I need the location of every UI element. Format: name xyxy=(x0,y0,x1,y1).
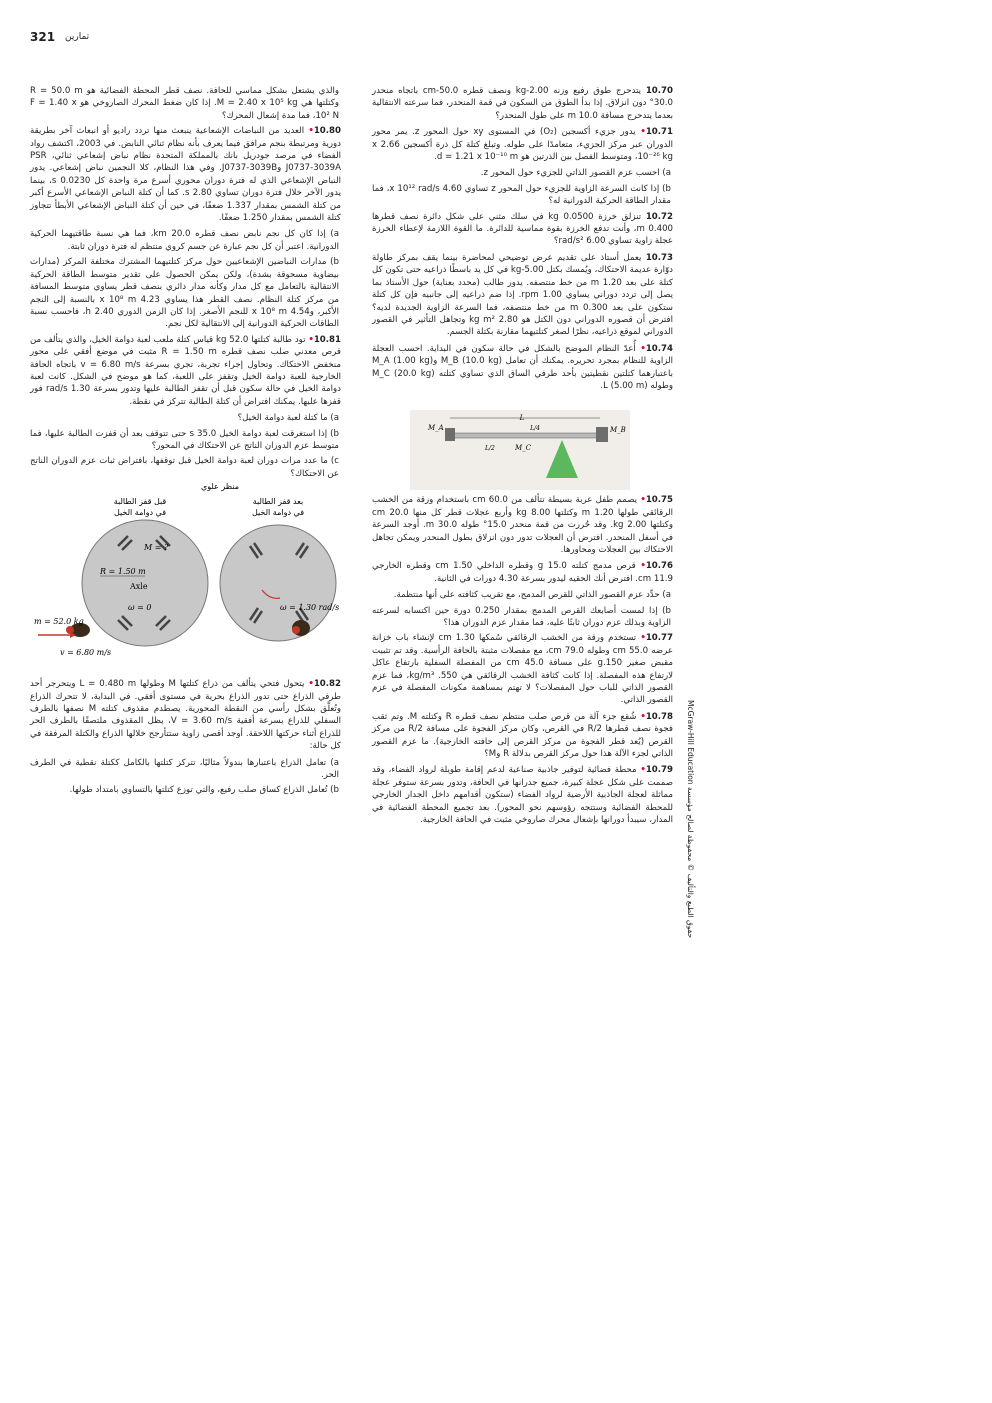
problem-text: a) حدِّد عزم القصور الذاتي للقرص المدمج، مع تقريب كثافته على أنها منتظمة. xyxy=(393,590,671,601)
radius-label: R = 1.50 m xyxy=(100,567,146,576)
omega-after-label: ω = 1.30 rad/s xyxy=(280,603,340,612)
bullet-marker: • xyxy=(640,127,646,138)
bullet-marker: • xyxy=(640,765,646,776)
problem-text: والذي يشتعل بشكل مماسي للحافة. نصف قطر المحطة الفضائية هو R = 50.0 m وكتلتها هي M = 2.40 x 10⁵ kg. إذا كان ضغط المحرك الصاروخي هو F = 1.40 x 10² N، فما مدة إشعال المحرك؟ xyxy=(30,86,340,121)
problem-part xyxy=(30,228,341,253)
problem-10-72 xyxy=(372,211,673,248)
bullet-marker: • xyxy=(640,633,646,644)
problem-number: 10.75 xyxy=(645,495,673,506)
problem-part xyxy=(30,757,341,782)
mass-a-label: M_A xyxy=(428,424,444,432)
before-label-1: قبل قفز الطالبة xyxy=(113,497,167,506)
problem-text: b) تُعامل الذراع كساق صلب رفيع، والتي توزع كتلتها بالتساوي بامتداد طولها. xyxy=(69,785,339,796)
problem-text: b) إذا استغرقت لعبة دوامة الخيل 35.0 s حتى تتوقف بعد أن قفزت الطالبة عليها، فما متوسط عزم الدوران الناتج عن الاحتكاك في المحور؟ xyxy=(30,428,340,451)
problem-10-71 xyxy=(372,126,673,163)
problem-10-70 xyxy=(372,85,673,122)
problem-text: b) مدارات النباضين الإشعاعيين حول مركز كتلتيهما المشترك مختلفة المركز (مدارات بيضاوية مسحوقة بشدة)، ولكن يمكن الحصول على تقدير متوسط الطاقة الحركية الانتقالية بالتعامل مع كل مدار وكأنه مدار دائري بنصف قطر يساوي متوسط المسافة من مركز كتلة النظام. نصف القطر هذا يساوي 4.23 x 10⁸ m بالنسبة إلى النجم الأكبر، و4.54 x 10⁸ m للنجم الأصغر. إذا كان الزمن الدوري 2.40 h، فاحسب نسبة الطاقات الحركية الدورانية إلى الانتقالية لكل نجم. xyxy=(30,257,340,330)
problem-text: تود طالبة كتلتها 52.0 kg قياس كتلة ملعب لعبة دوامة الخيل، والذي يتألف من قرص معدني صلب نصف قطره R = 1.50 m مثبت في موضع أفقي على محور منخفض الاحتكاك. وتحاول إجراء تجربة، تجري بسرعة v = 6.80 m/s باتجاه الحافة الخارجية للعبة دوامة الخيل وتقفز على اللعبة، كما هو موضح في الشكل. كانت لعبة دوامة الخيل في حالة سكون قبل أن تقفز الطالبة عليها وتدور بسرعة 1.30 rad/s فور قفزها عليها. يمكنك افتراض أن كتلة الطالبة تتركز في نقطة. xyxy=(30,334,342,407)
problem-part xyxy=(372,589,673,601)
problem-part xyxy=(30,412,341,424)
rod xyxy=(450,433,600,438)
problem-number: 10.77 xyxy=(645,633,673,644)
problem-10-79 xyxy=(372,764,673,826)
bullet-marker: • xyxy=(640,711,646,722)
left-column xyxy=(30,85,341,800)
problem-number: 10.72 xyxy=(645,211,674,222)
problem-part xyxy=(30,256,341,330)
problem-number: 10.79 xyxy=(645,765,674,776)
after-label-1: بعد قفز الطالبة xyxy=(252,497,304,506)
problem-number: 10.80 xyxy=(313,126,341,137)
bullet-marker: • xyxy=(640,495,646,506)
problem-number: 10.78 xyxy=(645,711,673,722)
after-label-2: في دوامة الخيل xyxy=(251,508,305,517)
problem-10-76 xyxy=(372,560,673,585)
problem-number: 10.76 xyxy=(645,561,674,572)
problem-text: يصمم طفل عربة بسيطة تتألف من 60.0 cm باستخدام ورقة من الخشب الرقائقي طولها 1.20 m وكتلتها 8.00 kg وأربع عجلات قطر كل منها 20.0 cm وكتلتها 2.00 kg. وقد حُررت من قمة منحدر 15.0° طوله 30.0 m. أوجد السرعة في أسفل المنحدر. افترض أن العجلات تدور دون انزلاق بطول المنحدر ويمكن تجاهل الاحتكاك بين العجلات ومحاورها. xyxy=(372,495,674,555)
mass-b-label: M_B xyxy=(610,426,626,434)
bullet-marker: • xyxy=(308,679,314,690)
problem-number: 10.74 xyxy=(645,343,673,354)
mass-b-block xyxy=(596,427,608,442)
problem-part xyxy=(30,455,341,480)
half-length-label: L/2 xyxy=(485,445,495,452)
problem-part xyxy=(30,85,341,122)
problem-part xyxy=(372,605,673,630)
problem-text: تنزلق خرزة 0.0500 kg في سلك مثني على شكل دائرة نصف قطرها 0.400 m، وأنت تدفع الخرزة بقوة مماسية للدائرة. ما القوة اللازمة لإعطاء الخرزة عجلة زاوية تساوي 6.00 rad/s²؟ xyxy=(372,211,674,247)
problem-10-82 xyxy=(30,678,341,752)
bullet-marker: • xyxy=(308,334,314,345)
page-number: 321 xyxy=(30,30,56,44)
problem-text: محطة فضائية لتوفير جاذبية صناعية لدعم إقامة طويلة لرواد الفضاء، وقد صممت على شكل عجلة كبيرة، جميع جدرانها في الحافة، وتدور بسرعة ستوفر عجلة مماثلة لعجلة الجاذبية الأرضية لرواد الفضاء (ستكون أقدامهم داخل الجدار الخارجي للمحطة الفضائية وستتجه رؤوسهم نحو المحور). بعد تجميع المحطة الفضائية في المدار، سيبدأ دورانها بإشعال محرك صاروخي مثبت في الحافة الخارجية. xyxy=(372,765,673,826)
problem-text: b) إذا لمست أصابعك القرص المدمج بمقدار 0.250 دورة حين اكتسابه لسرعته الزاوية وبذلك عزم دوران ثابتًا عليه، فما مقدار عزم الدوران هذا؟ xyxy=(372,605,672,628)
merry-go-round-figure xyxy=(30,478,340,663)
omega-zero-label: ω = 0 xyxy=(128,603,152,612)
problem-part xyxy=(372,167,673,179)
problem-text: a) ما كتلة لعبة دوامة الخيل؟ xyxy=(237,413,339,424)
problem-number: 10.71 xyxy=(645,127,673,138)
bullet-marker: • xyxy=(640,561,646,572)
problem-part xyxy=(372,183,673,208)
problem-text: b) إذا كانت السرعة الزاوية للجزيء حول المحور z تساوي 4.60 x 10¹² rad/s، فما مقدار الطاقة الحركية الدورانية له؟ xyxy=(372,183,671,207)
problem-text: العديد من النباضات الإشعاعية ينبعث منها تردد راديو أو انبعاث آخر بطريقة دورية ومرتبطة بنجم مرافق فيما يعرف بأنه نظام ثنائي النابض. في 2003، اكتشف رواد الفضاء في مرصد جودريل بانك بالمملكة المتحدة نظام نباض إشعاعي ثنائي، PSR J0737-3039A وJ0737-3039B. وفي هذا النظام، كلا النجمين نباض إشعاعي. يدور النباض الإشعاعي الذي له فترة دوران محوري أسرع مرة واحدة كل 0.0230 s، بينما يدور الآخر خلال فترة دوران تساوي 2.80 s. كما أن كتلة النباض الإشعاعي الأسرع أكبر من كتلة الشمس بمقدار 1.337 ضعفًا، في حين أن كتلة النباض الإشعاعي الأبطأ تتجاوز كتلة الشمس بمقدار 1.250 ضعفًا. xyxy=(30,126,342,224)
problem-number: 10.82 xyxy=(313,679,342,690)
quarter-length-label: L/4 xyxy=(530,425,540,432)
problem-number: 10.81 xyxy=(313,334,342,345)
length-label: L xyxy=(519,414,525,422)
problem-10-75 xyxy=(372,494,673,556)
problem-text: شُقع جزء آلة من قرص صلب منتظم نصف قطره R وكتلته M. وتم ثقب فجوة نصف قطرها R/2 في القرص، وكان مركز الفجوة على مسافة R/2 من مركز القرص (يُعد قطر الفجوة من مركز القرص إلى حافته الخارجية). ما عزم القصور الذاتي لجزء الآلة هذا حول مركز القرص بدلالة R وM؟ xyxy=(372,711,673,760)
problem-text: a) تعامل الذراع باعتبارها بندولاً مثاليًا، تتركز كتلتها بالكامل ككتلة نقطية في الطرف الحر. xyxy=(30,757,339,781)
disk-after xyxy=(220,525,336,641)
top-view-label: منظر علوي xyxy=(200,482,240,491)
problem-10-74 xyxy=(372,343,673,393)
bullet-marker: • xyxy=(308,126,314,137)
speed-label: v = 6.80 m/s xyxy=(60,648,112,657)
seesaw-figure xyxy=(410,410,630,490)
problem-text: a) احسب عزم القصور الذاتي للجزيء حول المحور z. xyxy=(480,168,671,179)
copyright-text: McGraw-Hill Education حقوق الطبع والتأليف © محفوظة لصالح مؤسسة xyxy=(686,700,695,939)
problem-number: 10.70 xyxy=(645,86,673,96)
problem-text: قرص مدمج كتلته 15.0 g وقطره الداخلي 1.50 cm وقطره الخارجي 11.9 cm. افترض أنك الحقيه ليدور بسرعة 4.30 دورات في الثانية. xyxy=(372,561,673,584)
problem-10-78 xyxy=(372,711,673,761)
problem-text: يتدحرج طوق رفيع وزنه 2.00-kg ونصف قطره 50.0-cm باتجاه منحدر 30.0° دون انزلاق. إذا بدأ الطوق من السكون في قمة المنحدر، فما سرعته الانتقالية بعدما يتدحرج مسافة 10.0 m على طول المنحدر؟ xyxy=(372,86,673,121)
section-label: تمارين xyxy=(65,32,90,42)
problem-text: يعمل أستاذ على تقديم عرض توضيحي لمحاضرة بينما يقف بمركز طاولة دوّارة عديمة الاحتكاك، ويُمسك بكتل 5.00-kg في كل يد باسطًا ذراعيه حتى تكون كل كتلة على بعد 1.20 m من خط منتصفه. يدور طالب (محدد بعناية) حول الأستاذ بما يصل إلى تردد دوراني يساوي 1.00 rpm. إذا ضم ذراعيه إلى جانبيه فإن كل كتلة ستكون على بعد 0.300 m من خط منتصفه، فما السرعة الزاوية الجديدة لديه؟ افترض أن قصوره الدوراني دون الكتل هو 2.80 kg m² وتجاهل التأثير في القصور الدوراني لموقع ذراعيه، نظرًا لصغر كتلتيهما مقارنة بكتلة الجسم. xyxy=(372,252,673,338)
mass-unknown-label: M = ? xyxy=(144,543,169,552)
problem-text: c) ما عدد مرات دوران لعبة دوامة الخيل قبل توقفها، بافتراض ثبات عزم الدوران الناتج عن الاحتكاك؟ xyxy=(30,456,339,479)
problem-10-77 xyxy=(372,632,673,706)
problem-text: أُعدّ النظام الموضح بالشكل في حالة سكون في البداية. احسب العجلة الزاوية للنظام بمجرد تحريره. يمكنك أن تعامل M_B (10.0 kg) وM_A (1.00 kg) باعتبارهما كتلتين نقطيتين بأحد طرفي الساق الذي تساوي كتلته M_C (20.0 kg) وطوله L (5.00 m). xyxy=(372,343,674,391)
student-after-head xyxy=(292,626,300,634)
problem-part xyxy=(30,428,341,453)
problem-text: يدور جزيء أكسجين (O₂) في المستوى xy حول المحور z. يمر محور الدوران عبر مركز الجزيء، متعامدًا على طوله. وتبلغ كتلة كل ذرة أكسجين 2.66 x 10⁻²⁶ kg، ومتوسط الفصل بين الذرتين هو d = 1.21 x 10⁻¹⁰ m. xyxy=(372,127,673,163)
problem-10-73 xyxy=(372,252,673,339)
bullet-marker: • xyxy=(640,343,646,354)
mass-c-label: M_C xyxy=(515,444,532,452)
student-mass-label: m = 52.0 kg xyxy=(34,617,84,626)
problem-part xyxy=(30,784,341,796)
before-label-2: في دوامة الخيل xyxy=(113,508,167,517)
problem-number: 10.73 xyxy=(645,252,673,263)
problem-text: تستخدم ورقة من الخشب الرقائقي سُمكها 1.30 cm لإنشاء باب خزانة عرضه 55.0 cm وطوله 79.0 cm، مع مفصلات مثبتة بالحافة الرأسية. وقد تم تثبيت مقبض صغير 150.g على مسافة 45.0 cm من المفصلة السفلية بارتفاع عاكل لارتفاع هذه المفصلة. إذا كانت كثافة الخشب الرقائقي هي 550. kg/m³، فما عزم القصور الذاتي للباب حول المفصلات؟ لا تهتم بمساهمة مكونات المفصلة في عزم القصور الذاتي. xyxy=(372,633,674,706)
copyright-sidebar xyxy=(683,700,697,960)
axle-label: Axle xyxy=(130,582,148,591)
problem-text: a) إذا كان كل نجم نابض نصف قطره 20.0 km، فما هي نسبة طاقتيهما الحركية الدورانية. اعتبر أن كل نجم عبارة عن جسم كروي منتظم له فترة دوران ثابتة. xyxy=(30,229,340,252)
problem-10-80 xyxy=(30,125,341,224)
problem-10-81 xyxy=(30,334,341,408)
problem-text: يتحول فتحي يتألف من ذراع كتلتها M وطولها L = 0.480 m ويتحرجر أحد طرفي الذراع حتى تدور الذراع بحرية في مستوى أفقي. في البداية، لا تتحرك الذراع وتُعلَّق بشكل رأسي من النقطة المحورية. يصطدم مقذوف كتلته M نصفها بالطرف السفلي للذراع بسرعة أفقية V = 3.60 m/s، يظل المقذوف ملتصقًا بالطرف الحر للذراع أثناء حركتها اللاحقة. أوجد أقصى زاوية ستتأرجح خلالها الذراع والكتلة المرفقة في كل حالة: xyxy=(30,679,342,752)
mass-a-block xyxy=(445,428,455,441)
